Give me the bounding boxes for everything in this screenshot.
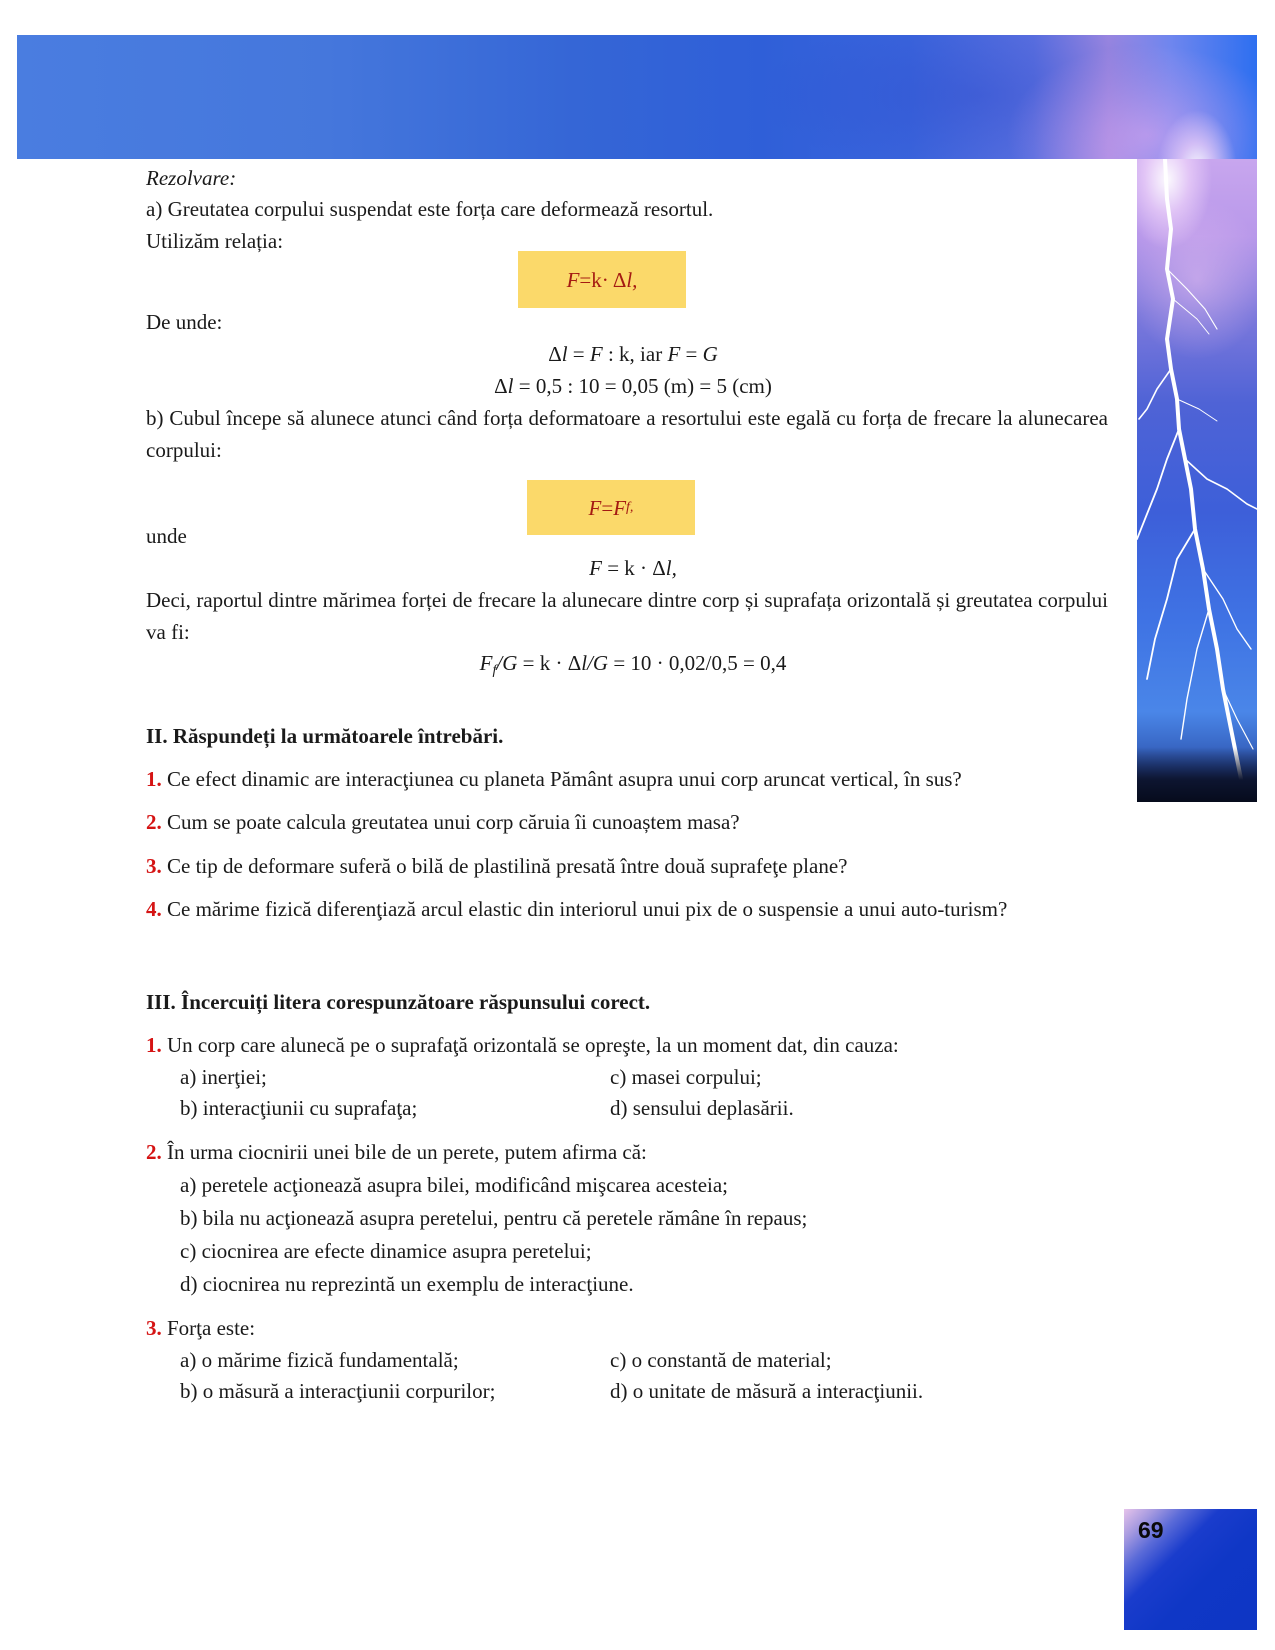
eq-part: F: [589, 556, 602, 580]
question-text: Ce efect dinamic are interacţiunea cu planeta Pământ asupra unui corp aruncat vertical, în sus?: [161, 767, 962, 791]
formula-symbol: F: [613, 495, 627, 520]
eq-part: =: [680, 342, 703, 366]
equation-ratio: [152, 647, 1114, 679]
formula-symbol: F: [566, 267, 580, 292]
from-where-text: De unde:: [146, 310, 223, 334]
option-c[interactable]: c) ciocnirea are efecte dinamice asupra peretelui;: [180, 1239, 592, 1263]
eq-part: F: [667, 342, 681, 366]
treeline-silhouette: [1137, 747, 1257, 802]
eq-part: l: [581, 651, 588, 675]
mc-question: [146, 1136, 647, 1168]
solution-part-a: a) Greutatea corpului suspendat este forța care deformează resortul.: [146, 197, 714, 221]
eq-part: = k · Δ: [601, 556, 666, 580]
eq-part: =: [567, 342, 590, 366]
formula-symbol: F: [588, 495, 602, 520]
eq-part: F: [479, 651, 493, 675]
eq-part: l: [507, 374, 514, 398]
eq-part: Δ: [494, 374, 508, 398]
question-number: 3.: [146, 854, 162, 878]
question-item: [146, 806, 740, 838]
section-3-title: III. Încercuiți litera corespunzătoare răspunsului corect.: [146, 990, 651, 1014]
formula-eq: =: [601, 495, 614, 520]
eq-part: Δ: [548, 342, 562, 366]
equation-delta-l-value: [152, 370, 1114, 402]
equation-force: [152, 552, 1114, 584]
option-c[interactable]: c) masei corpului;: [610, 1065, 762, 1089]
question-item: [146, 893, 1108, 925]
header-sky-banner: [17, 35, 1257, 159]
question-text: Ce tip de deformare suferă o bilă de plastilină presată între două suprafeţe plane?: [161, 854, 848, 878]
section-2-title: II. Răspundeți la următoarele întrebări.: [146, 724, 504, 748]
solution-heading: Rezolvare:: [146, 166, 237, 190]
option-a[interactable]: a) peretele acţionează asupra bilei, modificând mişcarea acesteia;: [180, 1173, 729, 1197]
question-number: 1.: [146, 767, 162, 791]
eq-part: l: [561, 342, 568, 366]
eq-part: F: [589, 342, 603, 366]
conclusion-text: Deci, raportul dintre mărimea forței de frecare la alunecare dintre corp și suprafața orizontală și greutatea corpului va fi:: [146, 588, 1108, 644]
question-number: 3.: [146, 1316, 162, 1340]
question-item: [146, 763, 962, 795]
eq-part: l,: [665, 556, 677, 580]
option-a[interactable]: a) o mărime fizică fundamentală;: [180, 1348, 459, 1372]
option-b[interactable]: b) bila nu acţionează asupra peretelui, pentru că peretele rămâne în repaus;: [180, 1206, 808, 1230]
eq-part: : k, iar: [602, 342, 668, 366]
where-text: unde: [146, 524, 187, 548]
formula-dot: · Δ: [601, 267, 627, 292]
option-d[interactable]: d) sensului deplasării.: [610, 1096, 794, 1120]
question-text: Un corp care alunecă pe o suprafaţă orizontală se opreşte, la un moment dat, din cauza:: [161, 1033, 899, 1057]
lightning-image: [1137, 159, 1257, 802]
question-text: Ce mărime fizică diferenţiază arcul elastic din interiorul unui pix de o suspensie a unui auto-turism?: [161, 897, 1008, 921]
option-c[interactable]: c) o constantă de material;: [610, 1348, 832, 1372]
formula-box-hooke: [518, 251, 686, 308]
option-b[interactable]: b) o măsură a interacţiunii corpurilor;: [180, 1379, 496, 1403]
eq-part: /G: [496, 651, 518, 675]
eq-part: /G: [587, 651, 609, 675]
mc-question: [146, 1029, 899, 1061]
question-text: Cum se poate calcula greutatea unui corp căruia îi cunoaștem masa?: [161, 810, 740, 834]
option-a[interactable]: a) inerţiei;: [180, 1065, 267, 1089]
solution-part-b: b) Cubul începe să alunece atunci când forța deformatoare a resortului este egală cu forța de frecare la alunecarea corpului:: [146, 406, 1108, 462]
use-relation-text: Utilizăm relația:: [146, 229, 284, 253]
eq-part: G: [702, 342, 718, 366]
formula-l: l,: [626, 267, 638, 292]
page-number-badge: [1124, 1509, 1257, 1630]
option-d[interactable]: d) ciocnirea nu reprezintă un exemplu de interacţiune.: [180, 1272, 634, 1296]
lightning-bolt-icon: [1137, 159, 1257, 802]
formula-box-friction: F = F f,: [527, 480, 695, 535]
eq-part: = 10 · 0,02/0,5 = 0,4: [608, 651, 787, 675]
page-number: 69: [1138, 1517, 1164, 1543]
question-number: 1.: [146, 1033, 162, 1057]
option-b[interactable]: b) interacţiunii cu suprafaţa;: [180, 1096, 418, 1120]
formula-k: k: [591, 267, 602, 292]
mc-question: [146, 1312, 255, 1344]
question-text: În urma ciocnirii unei bile de un perete, putem afirma că:: [161, 1140, 647, 1164]
eq-part: = 0,5 : 10 = 0,05 (m) = 5 (cm): [513, 374, 772, 398]
option-d[interactable]: d) o unitate de măsură a interacţiunii.: [610, 1379, 924, 1403]
question-text: Forţa este:: [161, 1316, 256, 1340]
formula-eq: =: [579, 267, 592, 292]
eq-subscript: f: [492, 663, 497, 678]
eq-part: = k · Δ: [517, 651, 582, 675]
equation-delta-l: [152, 338, 1114, 370]
question-number: 2.: [146, 1140, 162, 1164]
question-number: 4.: [146, 897, 162, 921]
question-number: 2.: [146, 810, 162, 834]
question-item: [146, 850, 847, 882]
